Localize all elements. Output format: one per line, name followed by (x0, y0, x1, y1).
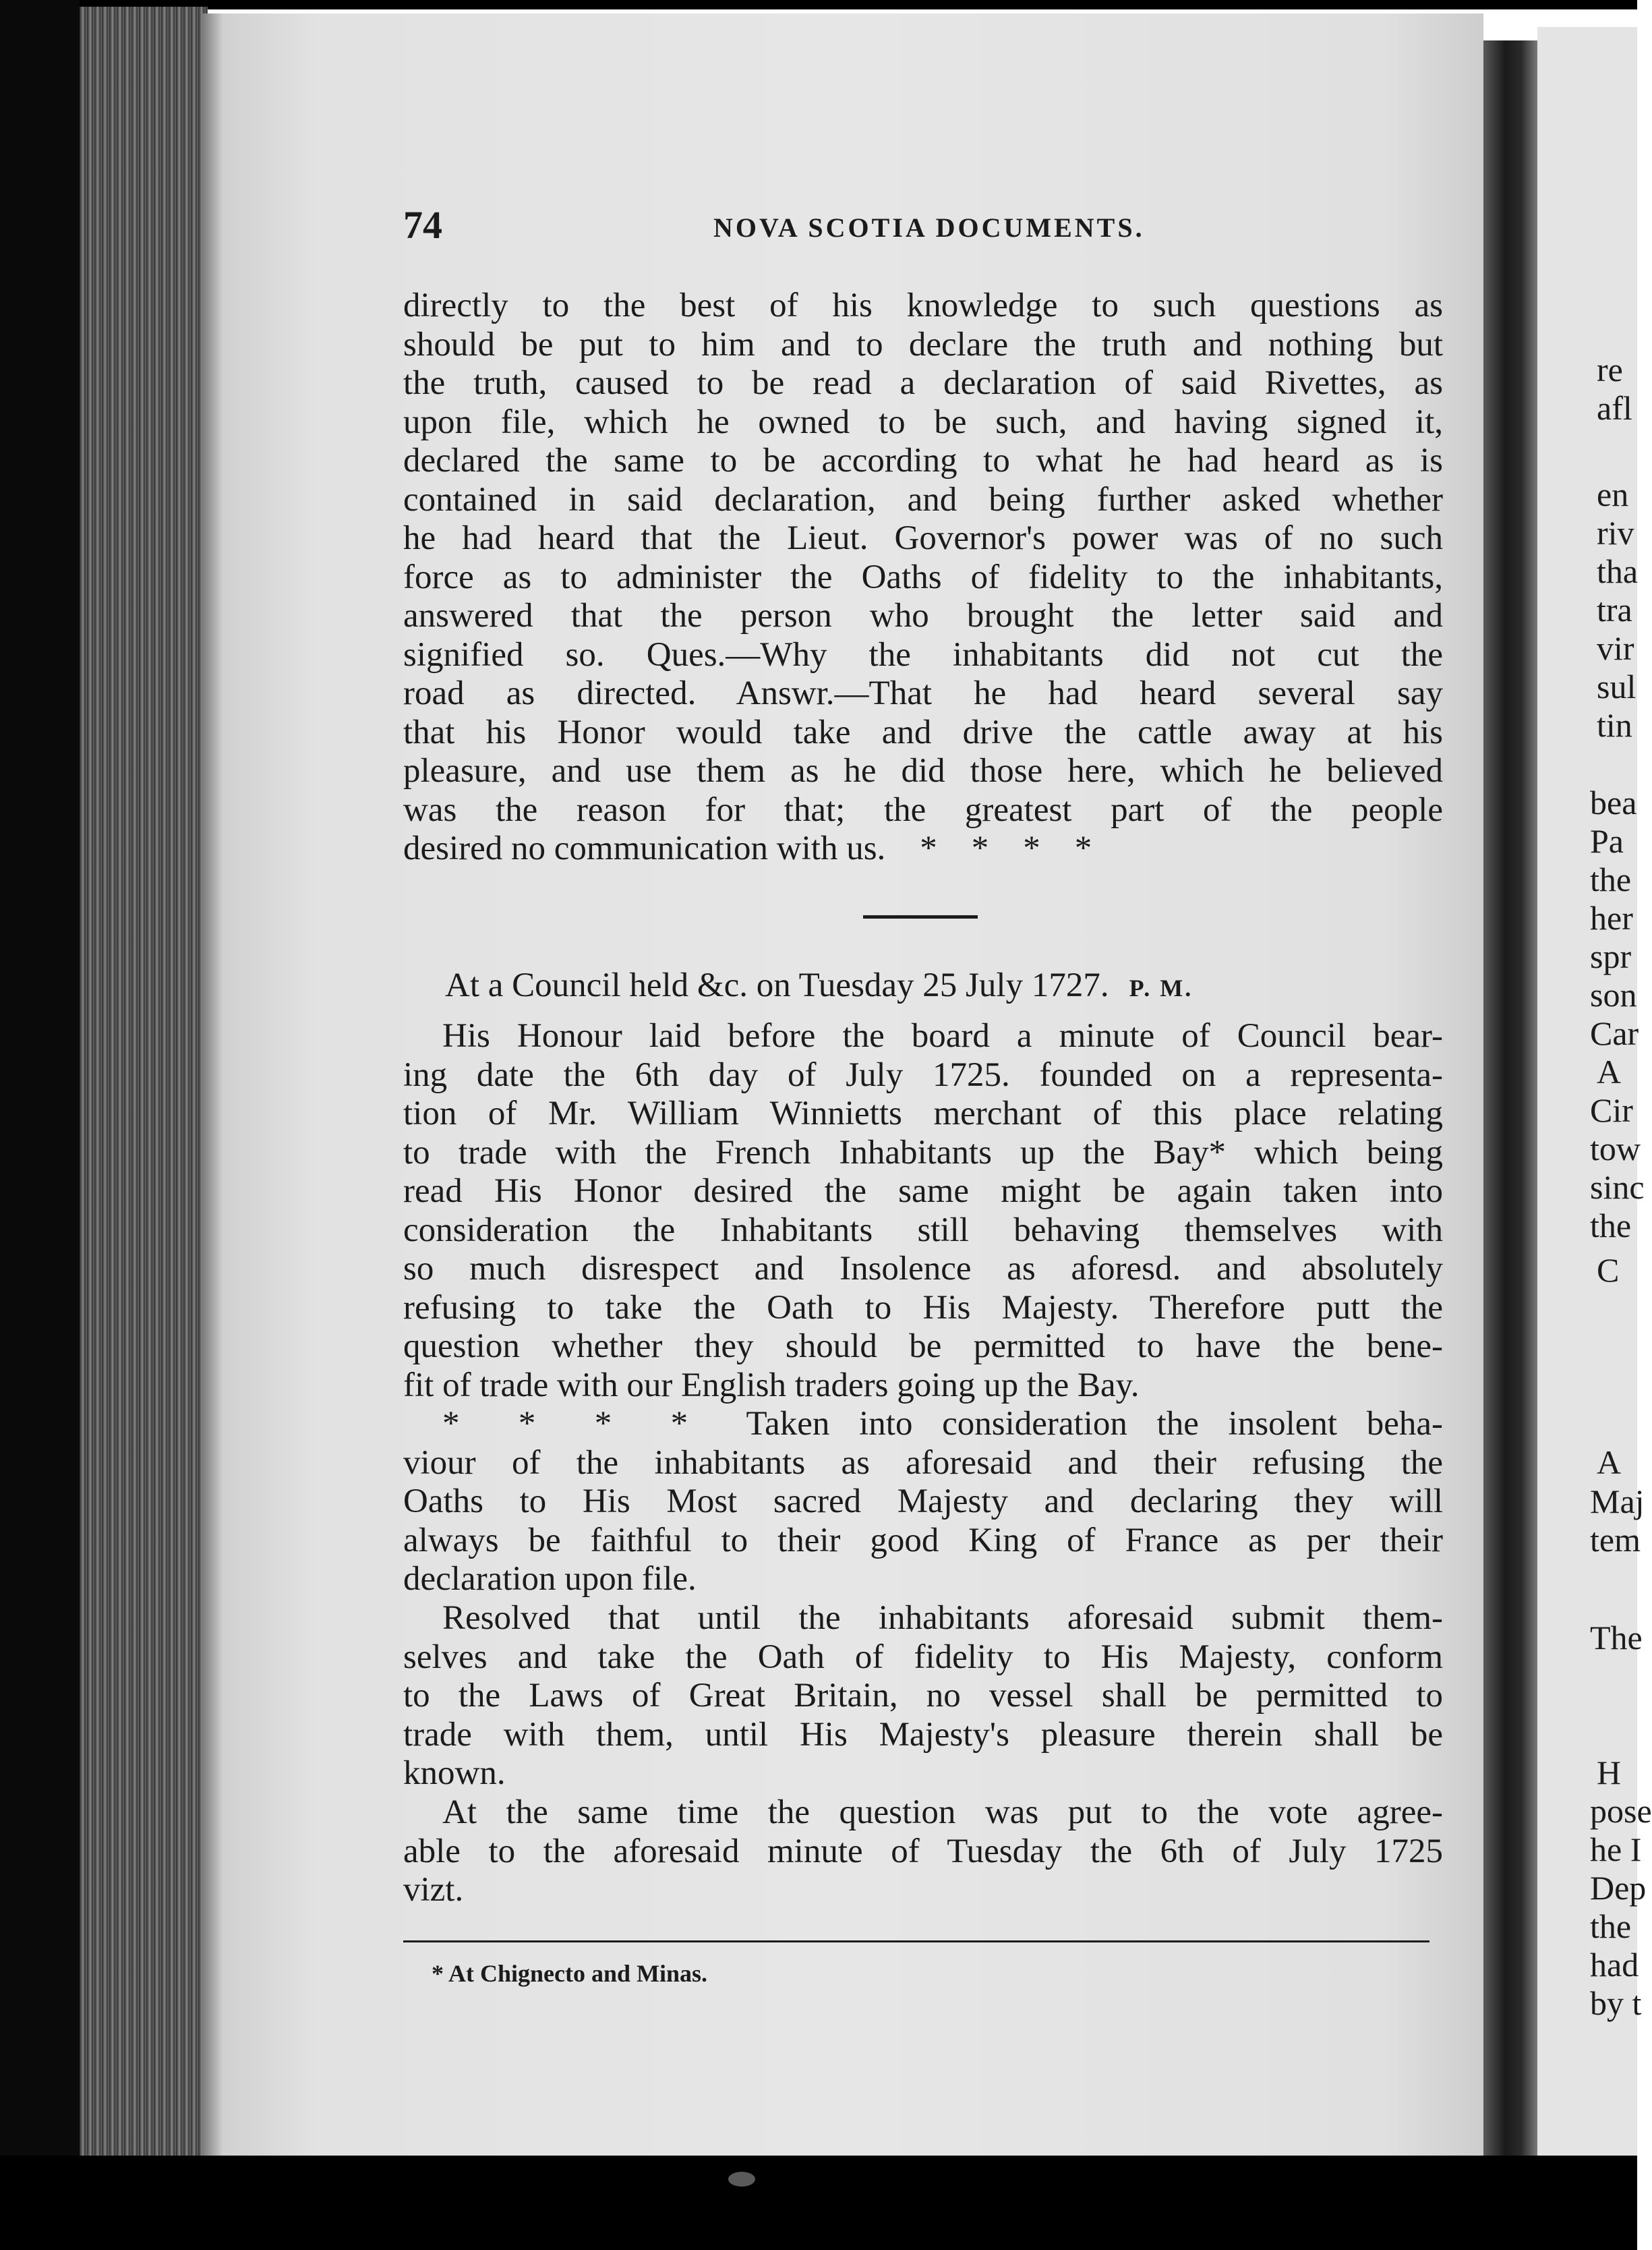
page-header (403, 202, 1442, 256)
facing-page-fragment: Cir (1590, 1091, 1633, 1129)
text-line: viour of the inhabitants as aforesaid and their refusing the (403, 1443, 1443, 1482)
text-line: known. (403, 1754, 506, 1792)
facing-page-fragment: The (1590, 1619, 1643, 1656)
text-line: upon file, which he owned to be such, and having signed it, (403, 403, 1443, 441)
text-line: declaration upon file. (403, 1560, 697, 1598)
facing-page-fragment: Maj (1590, 1482, 1645, 1520)
facing-page-fragment: the (1590, 861, 1632, 898)
text-line: that his Honor would take and drive the cattle away at his (403, 713, 1443, 751)
scan-border-left (0, 0, 80, 2158)
text-line: trade with them, until His Majesty's pleasure therein shall be (403, 1715, 1443, 1754)
facing-page-fragment: he I (1590, 1830, 1642, 1868)
text-line: to trade with the French Inhabitants up the Bay* which being (403, 1133, 1443, 1172)
facing-page-fragment: Dep (1590, 1869, 1647, 1907)
council-heading-text: At a Council held &c. on Tuesday 25 July 1727. (445, 967, 1109, 1004)
text-line: was the reason for that; the greatest part of the people (403, 790, 1443, 829)
text-line: to the Laws of Great Britain, no vessel shall be permitted to (403, 1677, 1443, 1714)
text-line: answered that the person who brought the letter said and (403, 597, 1443, 635)
facing-page-fragment: tra (1597, 591, 1632, 629)
text-line: Oaths to His Most sacred Majesty and declaring they will (403, 1482, 1443, 1520)
facing-page-fragment: tem (1590, 1521, 1641, 1559)
facing-page-fragment: by t (1590, 1984, 1642, 2022)
text-line: contained in said declaration, and being further asked whether (403, 480, 1443, 519)
facing-page-fragment: A (1597, 1443, 1622, 1481)
text-line: he had heard that the Lieut. Governor's power was of no such (403, 519, 1443, 557)
facing-page-fragment: spr (1590, 938, 1632, 975)
text-line: refusing to take the Oath to His Majesty. Therefore putt the (403, 1288, 1443, 1327)
facing-page-fragment: son (1590, 976, 1637, 1014)
facing-page-fragment: H (1597, 1754, 1622, 1791)
text-line: always be faithful to their good King of France as per their (403, 1521, 1443, 1559)
paragraph-consideration (403, 1405, 1443, 1599)
facing-page-fragment: tin (1597, 706, 1632, 744)
text-line: His Honour laid before the board a minute of Council bear- (442, 1017, 1443, 1055)
scan-border-bottom (0, 2156, 1637, 2250)
footnote-rule (403, 1940, 1429, 1942)
text-line: ing date the 6th day of July 1725. founded on a representa- (403, 1056, 1443, 1094)
paragraph-vote (403, 1793, 1443, 1910)
facing-page-fragment: en (1597, 475, 1629, 513)
page-shadow (202, 13, 223, 2158)
text-line: pleasure, and use them as he did those here, which he believed (403, 752, 1443, 790)
text-line: should be put to him and to declare the truth and nothing but (403, 325, 1443, 364)
scan-smudge (728, 2172, 755, 2187)
paragraph-minute (403, 1017, 1443, 1405)
facing-page-fragment: the (1590, 1207, 1632, 1244)
facing-page-fragment: sul (1597, 668, 1636, 705)
facing-page (1537, 27, 1652, 2158)
text-line: directly to the best of his knowledge to such questions as (403, 287, 1443, 324)
facing-page-fragment: vir (1597, 629, 1634, 667)
text-line: fit of trade with our English traders going up the Bay. (403, 1366, 1140, 1404)
facing-page-fragment: sinc (1590, 1168, 1645, 1206)
facing-page-fragment: tha (1597, 552, 1639, 590)
text-line: declared the same to be according to what he had heard as is (403, 442, 1443, 480)
council-heading-time: P. M. (1129, 975, 1193, 1002)
text-line: tion of Mr. William Winnietts merchant of this place relating (403, 1095, 1443, 1132)
text-line: read His Honor desired the same might be again taken into (403, 1172, 1443, 1210)
facing-page-fragment: bea (1590, 784, 1637, 821)
facing-page-fragment: riv (1597, 514, 1634, 552)
facing-page-fragment: the (1590, 1907, 1632, 1945)
page-number: 74 (403, 203, 442, 247)
facing-page-fragment: her (1590, 899, 1633, 937)
text-line: * * * * Taken into consideration the insolent beha- (442, 1405, 1443, 1443)
text-line: signified so. Ques.—Why the inhabitants did not cut the (403, 635, 1443, 674)
footnote: * At Chignecto and Minas. (432, 1960, 708, 1987)
text-line: At the same time the question was put to the vote agree- (442, 1793, 1443, 1831)
text-line: selves and take the Oath of fidelity to His Majesty, conform (403, 1638, 1443, 1676)
facing-page-fragment: Pa (1590, 822, 1624, 860)
text-line: road as directed. Answr.—That he had heard several say (403, 674, 1443, 712)
facing-page-fragment: pose (1590, 1792, 1652, 1830)
text-line: able to the aforesaid minute of Tuesday the 6th of July 1725 (403, 1832, 1443, 1870)
council-heading (445, 966, 1193, 1005)
facing-page-fragment: tow (1590, 1130, 1641, 1167)
facing-page-fragment: A (1597, 1053, 1622, 1091)
scan-border-top (0, 0, 1637, 9)
facing-page-fragment: Car (1590, 1014, 1639, 1052)
text-line: so much disrespect and Insolence as aforesd. and absolutely (403, 1250, 1443, 1288)
text-line: Resolved that until the inhabitants aforesaid submit them- (442, 1599, 1443, 1637)
facing-page-fragment: afl (1597, 389, 1632, 427)
text-line: force as to administer the Oaths of fidelity to the inhabitants, (403, 558, 1443, 596)
text-line: consideration the Inhabitants still behaving themselves with (403, 1211, 1443, 1249)
book-gutter (1483, 40, 1537, 2158)
facing-page-fragment: C (1597, 1251, 1620, 1289)
section-divider (863, 915, 978, 919)
text-line: the truth, caused to be read a declaration of said Rivettes, as (403, 364, 1443, 402)
text-line: desired no communication with us. * * * * (403, 830, 1092, 867)
text-line: question whether they should be permitted to have the bene- (403, 1327, 1443, 1365)
text-line: vizt. (403, 1871, 464, 1909)
facing-page-fragment: re (1597, 351, 1623, 388)
book-page-edges (80, 7, 208, 2158)
paragraph-deposition (403, 287, 1443, 869)
facing-page-fragment: had (1590, 1946, 1639, 1984)
paragraph-resolution (403, 1599, 1443, 1793)
running-title: NOVA SCOTIA DOCUMENTS. (713, 212, 1145, 243)
